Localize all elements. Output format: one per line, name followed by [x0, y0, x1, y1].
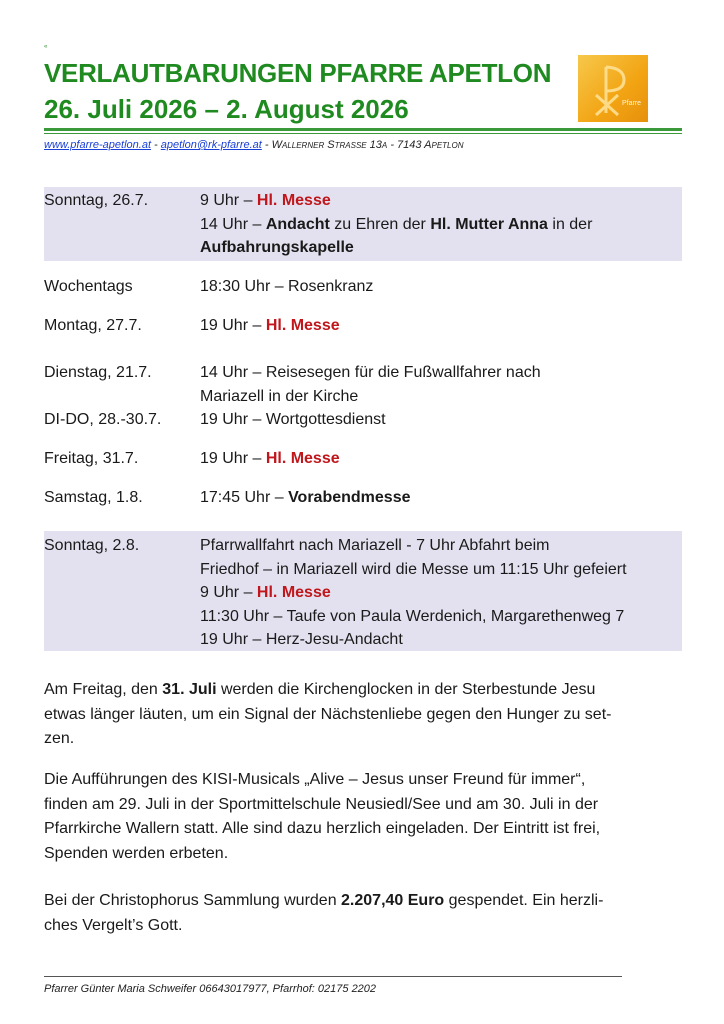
footer-contact: Pfarrer Günter Maria Schweifer 06643017977, Pfarrhof: 02175 2202: [44, 983, 377, 995]
email-link[interactable]: apetlon@rk-pfarre.at: [160, 139, 262, 151]
website-link[interactable]: www.pfarre-apetlon.at: [44, 139, 151, 151]
schedule-row: [44, 447, 682, 471]
text-segment: zen.: [44, 730, 75, 747]
text-line: [200, 314, 682, 338]
schedule-row: [44, 187, 682, 261]
announcement-paragraph: [44, 768, 684, 866]
text-line: [200, 408, 682, 432]
announcement-paragraph: [44, 889, 684, 938]
text-line: [200, 385, 682, 409]
schedule-day: Wochentags: [44, 278, 133, 295]
mass-highlight: Hl. Messe: [256, 192, 331, 209]
text-line: [200, 581, 682, 605]
text-segment: 11:30 Uhr – Taufe von Paula Werdenich, Margarethenweg 7: [200, 607, 625, 625]
text-segment: Mariazell in der Kirche: [200, 387, 359, 405]
text-segment: Spenden werden erbeten.: [44, 844, 229, 862]
text-line: [200, 275, 682, 299]
schedule-day: Sonntag, 2.8.: [44, 537, 140, 554]
schedule-entry: [200, 189, 682, 260]
schedule-entry: [200, 361, 682, 408]
header-rule-thin: [44, 133, 682, 134]
mass-highlight: Hl. Messe: [265, 450, 340, 467]
schedule-entry: [200, 408, 682, 432]
text-segment: 19 Uhr –: [200, 317, 266, 334]
schedule-row: [44, 314, 682, 338]
text-segment: 9 Uhr –: [200, 584, 257, 601]
text-segment: etwas länger läuten, um ein Signal der Nächstenliebe gegen den Hunger zu set-: [44, 705, 612, 723]
text-line: [200, 361, 682, 385]
schedule-day: Montag, 27.7.: [44, 317, 142, 334]
text-line: [200, 534, 682, 558]
header-rule-thick: [44, 128, 682, 131]
schedule-row: [44, 275, 682, 299]
schedule-entry: [200, 275, 682, 299]
text-segment: 19 Uhr – Wortgottesdienst: [200, 411, 386, 428]
text-line: [200, 447, 682, 471]
text-segment: 17:45 Uhr –: [200, 489, 289, 506]
schedule-day: Samstag, 1.8.: [44, 489, 143, 506]
schedule-day: Dienstag, 21.7.: [44, 364, 152, 381]
text-segment: ches Vergelt’s Gott.: [44, 916, 183, 934]
header-mark: «: [44, 44, 48, 50]
text-line: [44, 817, 684, 842]
date-range-title: 26. Juli 2026 – 2. August 2026: [44, 94, 409, 124]
text-segment: finden am 29. Juli in der Sportmittelschule Neusiedl/See und am 30. Juli in der: [44, 795, 599, 813]
schedule-row: [44, 486, 682, 510]
schedule-entry: [200, 314, 682, 338]
text-line: [200, 558, 682, 582]
mass-highlight: Hl. Messe: [265, 317, 340, 334]
text-segment: 19 Uhr – Herz-Jesu-Andacht: [200, 631, 403, 648]
bold-text: Hl. Mutter Anna: [430, 215, 548, 233]
text-segment: Die Aufführungen des KISI-Musicals „Alive – Jesus unser Freund für immer“,: [44, 771, 586, 788]
schedule-row: [44, 531, 682, 651]
bold-text: Andacht: [265, 215, 330, 233]
text-line: [200, 236, 682, 260]
schedule-day: Sonntag, 26.7.: [44, 192, 149, 209]
schedule-entry: [200, 486, 682, 510]
text-line: [200, 605, 682, 629]
separator: -: [261, 139, 272, 151]
text-segment: zu Ehren der: [329, 215, 431, 233]
text-segment: Pfarrkirche Wallern statt. Alle sind dazu herzlich eingeladen. Der Eintritt ist frei,: [44, 820, 601, 837]
text-segment: Am Freitag, den: [44, 681, 163, 698]
text-line: [44, 727, 684, 752]
text-segment: Pfarrwallfahrt nach Mariazell - 7 Uhr Abfahrt beim: [200, 537, 550, 554]
text-line: [44, 703, 684, 728]
text-line: [44, 793, 684, 818]
schedule-entry: [200, 447, 682, 471]
address: Wallerner Straße 13a - 7143 Apetlon: [271, 139, 464, 151]
parish-logo: [578, 55, 648, 122]
text-line: [44, 842, 684, 867]
schedule-row: [44, 361, 682, 409]
bold-text: 2.207,40 Euro: [341, 892, 445, 909]
text-segment: Bei der Christophorus Sammlung wurden: [44, 892, 342, 909]
schedule-day: DI-DO, 28.-30.7.: [44, 411, 162, 428]
bold-text: Aufbahrungskapelle: [200, 239, 354, 256]
page-title: VERLAUTBARUNGEN PFARRE APETLON: [44, 58, 552, 88]
text-segment: werden die Kirchenglocken in der Sterbestunde Jesu: [216, 681, 596, 698]
schedule-entry: [200, 534, 682, 652]
chi-rho-icon: [578, 55, 648, 122]
text-line: [44, 678, 684, 703]
footer-rule: [44, 976, 622, 977]
text-segment: 14 Uhr – Reisesegen für die Fußwallfahrer nach: [200, 364, 541, 381]
text-segment: 19 Uhr –: [200, 450, 266, 467]
text-segment: 14 Uhr –: [200, 215, 266, 233]
bold-text: 31. Juli: [162, 681, 217, 698]
text-line: [200, 628, 682, 652]
text-segment: in der: [547, 215, 593, 233]
text-segment: Friedhof – in Mariazell wird die Messe um 11:15 Uhr gefeiert: [200, 560, 627, 578]
separator: -: [151, 139, 161, 151]
text-segment: 9 Uhr –: [200, 192, 257, 209]
text-line: [44, 768, 684, 793]
text-line: [44, 914, 684, 939]
text-line: [200, 189, 682, 213]
text-line: [200, 486, 682, 510]
text-line: [200, 213, 682, 237]
contact-line: [44, 139, 464, 151]
text-segment: gespendet. Ein herzli-: [444, 892, 604, 909]
text-line: [44, 889, 684, 914]
schedule-day: Freitag, 31.7.: [44, 450, 139, 467]
announcement-paragraph: [44, 678, 684, 752]
bold-text: Vorabendmesse: [288, 489, 411, 506]
mass-highlight: Hl. Messe: [256, 584, 331, 601]
logo-text: Pfarre: [622, 100, 642, 107]
text-segment: 18:30 Uhr – Rosenkranz: [200, 278, 374, 295]
schedule-row: [44, 408, 682, 432]
